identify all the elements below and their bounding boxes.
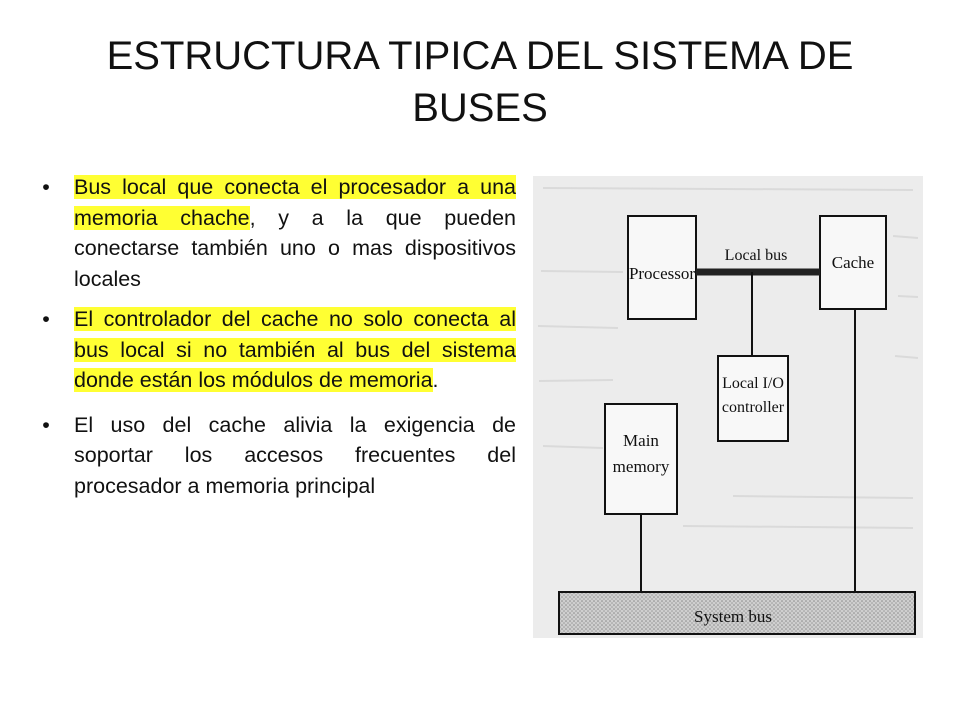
plain-text: , y a la que pueden conectarse también uno o mas dispositivos locales — [74, 205, 516, 291]
system-bus-label: System bus — [694, 607, 772, 626]
bullet-item — [36, 410, 516, 502]
slide-title — [60, 30, 900, 134]
title-line-2: BUSES — [412, 86, 548, 130]
bullet-dot-icon: • — [42, 307, 50, 331]
bullet-dot-icon: • — [42, 175, 50, 199]
processor-label: Processor — [628, 264, 696, 283]
bus-architecture-diagram — [533, 176, 923, 638]
diagram-svg — [533, 176, 923, 638]
bullet-item — [36, 304, 516, 396]
bullet-list — [36, 172, 516, 511]
highlighted-text: Bus local que conecta el procesador a una memoria chache — [74, 175, 516, 230]
plain-text: . — [432, 368, 439, 392]
main-memory-label-line-1: Main — [623, 431, 659, 450]
main-memory-label-line-2: memory — [612, 457, 670, 476]
local-io-label-line-2: controller — [721, 399, 785, 416]
highlighted-text: El controlador del cache no solo conecta al bus local si no también al bus del sistema donde están los módulos de memoria — [74, 307, 516, 392]
bullet-item — [36, 172, 516, 294]
bullet-dot-icon: • — [42, 412, 50, 437]
local-io-label-line-1: Local I/O — [722, 375, 784, 392]
local-bus-label: Local bus — [724, 247, 788, 264]
title-line-1: ESTRUCTURA TIPICA DEL SISTEMA DE — [106, 34, 854, 78]
plain-text: El uso del cache alivia la exigencia de soportar los accesos frecuentes del procesador a memoria principal — [74, 412, 516, 498]
cache-label: Cache — [831, 253, 875, 272]
